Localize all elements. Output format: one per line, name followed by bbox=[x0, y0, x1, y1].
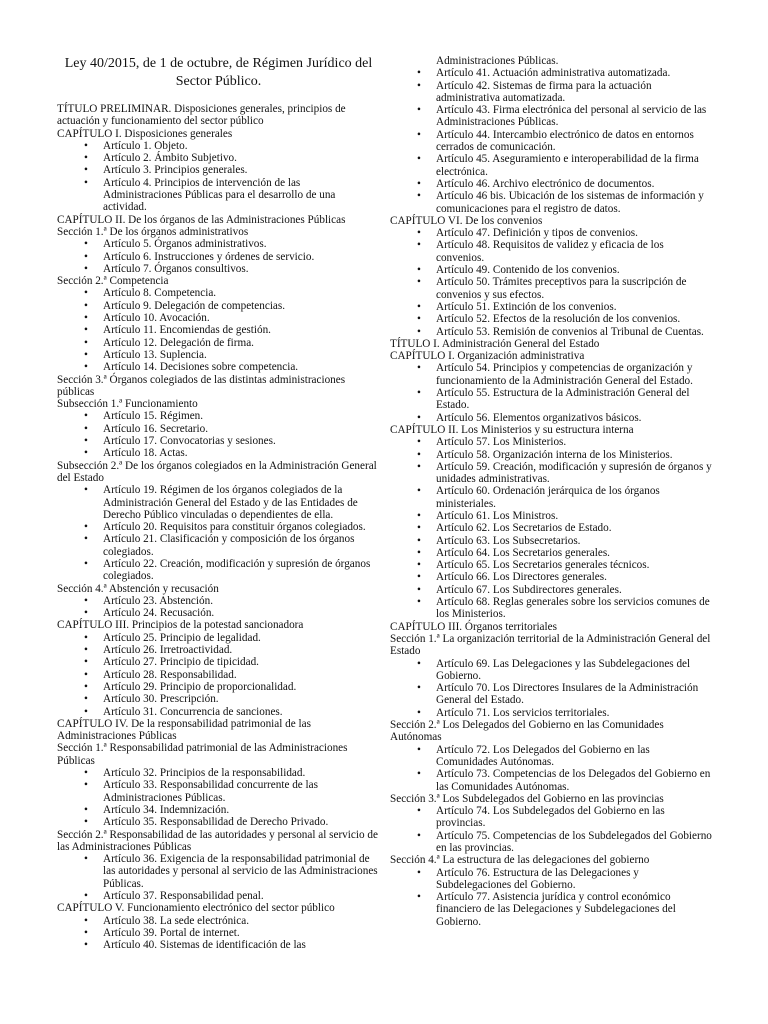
article-item: • Artículo 54. Principios y competencias de organización y funcionamiento de la Administración General del Estado. bbox=[390, 362, 712, 387]
section-heading: CAPÍTULO II. De los órganos de las Administraciones Públicas bbox=[57, 213, 346, 226]
article-item: • Artículo 68. Reglas generales sobre los servicios comunes de los Ministerios. bbox=[390, 596, 712, 621]
left-column-content bbox=[57, 103, 380, 951]
section-heading: TÍTULO PRELIMINAR. Disposiciones generales, principios de actuación y funcionamiento del sector público bbox=[57, 103, 346, 128]
article-item: • Artículo 66. Los Directores generales. bbox=[390, 571, 712, 583]
article-item: • Artículo 18. Actas. bbox=[57, 447, 380, 459]
section-heading: Sección 1.ª De los órganos administrativos bbox=[57, 225, 249, 238]
article-list bbox=[57, 484, 380, 582]
section-heading: Subsección 1.ª Funcionamiento bbox=[57, 398, 198, 411]
article-list bbox=[390, 805, 712, 854]
article-item: • Artículo 36. Exigencia de la responsabilidad patrimonial de las autoridades y personal al servicio de las Administraciones Públicas. bbox=[57, 853, 380, 890]
article-item: • Artículo 76. Estructura de las Delegaciones y Subdelegaciones del Gobierno. bbox=[390, 867, 712, 892]
article-list bbox=[390, 867, 712, 928]
article-item: • Artículo 31. Concurrencia de sanciones. bbox=[57, 706, 380, 718]
article-item: • Artículo 3. Principios generales. bbox=[57, 164, 380, 176]
article-item: • Artículo 48. Requisitos de validez y eficacia de los convenios. bbox=[390, 239, 712, 264]
article-item: • Artículo 16. Secretario. bbox=[57, 423, 380, 435]
article-item: • Artículo 44. Intercambio electrónico de datos en entornos cerrados de comunicación. bbox=[390, 129, 712, 154]
section-heading: Sección 2.ª Responsabilidad de las autoridades y personal al servicio de las Administraciones Públicas bbox=[57, 828, 378, 853]
article-list bbox=[57, 287, 380, 373]
section-heading: CAPÍTULO VI. De los convenios bbox=[390, 214, 543, 227]
article-item: • Artículo 49. Contenido de los convenios. bbox=[390, 264, 712, 276]
article-list bbox=[57, 767, 380, 828]
article-item: • Artículo 10. Avocación. bbox=[57, 312, 380, 324]
section-heading: Sección 4.ª Abstención y recusación bbox=[57, 582, 219, 595]
article-item: • Artículo 9. Delegación de competencias. bbox=[57, 300, 380, 312]
article-item: • Artículo 43. Firma electrónica del personal al servicio de las Administraciones Públicas. bbox=[390, 104, 712, 129]
article-item: • Artículo 71. Los servicios territoriales. bbox=[390, 707, 712, 719]
article-item: • Artículo 55. Estructura de la Administración General del Estado. bbox=[390, 387, 712, 412]
article-item: • Artículo 59. Creación, modificación y supresión de órganos y unidades administrativas. bbox=[390, 461, 712, 486]
article-item: • Artículo 56. Elementos organizativos básicos. bbox=[390, 412, 712, 424]
section-heading: CAPÍTULO III. Órganos territoriales bbox=[390, 620, 557, 633]
article-item: • Artículo 58. Organización interna de los Ministerios. bbox=[390, 449, 712, 461]
article-item: • Artículo 37. Responsabilidad penal. bbox=[57, 890, 380, 902]
article-item: • Artículo 72. Los Delegados del Gobierno en las Comunidades Autónomas. bbox=[390, 744, 712, 769]
article-item: • Artículo 41. Actuación administrativa automatizada. bbox=[390, 67, 712, 79]
article-item: • Artículo 46 bis. Ubicación de los sistemas de información y comunicaciones para el registro de datos. bbox=[390, 190, 712, 215]
left-column bbox=[57, 0, 380, 951]
section-heading: TÍTULO I. Administración General del Estado bbox=[390, 337, 600, 350]
article-item: • Artículo 46. Archivo electrónico de documentos. bbox=[390, 178, 712, 190]
article-item: • Artículo 29. Principio de proporcionalidad. bbox=[57, 681, 380, 693]
section-heading: Sección 4.ª La estructura de las delegaciones del gobierno bbox=[390, 854, 650, 867]
article-item: • Artículo 63. Los Subsecretarios. bbox=[390, 535, 712, 547]
article-item: • Artículo 40. Sistemas de identificación de las bbox=[57, 939, 380, 951]
section-heading: CAPÍTULO I. Organización administrativa bbox=[390, 350, 585, 363]
article-item: • Artículo 64. Los Secretarios generales. bbox=[390, 547, 712, 559]
article-item: • Artículo 6. Instrucciones y órdenes de servicio. bbox=[57, 251, 380, 263]
article-item: • Artículo 47. Definición y tipos de convenios. bbox=[390, 227, 712, 239]
article-item: • Artículo 69. Las Delegaciones y las Subdelegaciones del Gobierno. bbox=[390, 658, 712, 683]
article-item: • Artículo 27. Principio de tipicidad. bbox=[57, 656, 380, 668]
article-list bbox=[390, 744, 712, 793]
right-column-content bbox=[390, 67, 712, 928]
section-heading: Subsección 2.ª De los órganos colegiados en la Administración General del Estado bbox=[57, 459, 377, 484]
article-item: • Artículo 61. Los Ministros. bbox=[390, 510, 712, 522]
article-item: • Artículo 4. Principios de intervención de las Administraciones Públicas para el desarrollo de una actividad. bbox=[57, 177, 380, 214]
section-heading: CAPÍTULO II. Los Ministerios y su estructura interna bbox=[390, 423, 634, 436]
section-heading: Sección 2.ª Competencia bbox=[57, 275, 169, 288]
article-list bbox=[57, 915, 380, 952]
article-list bbox=[57, 140, 380, 214]
article-item: • Artículo 34. Indemnización. bbox=[57, 804, 380, 816]
article-item: • Artículo 7. Órganos consultivos. bbox=[57, 263, 380, 275]
article-item: • Artículo 24. Recusación. bbox=[57, 607, 380, 619]
article-item: • Artículo 25. Principio de legalidad. bbox=[57, 632, 380, 644]
article-item: • Artículo 57. Los Ministerios. bbox=[390, 436, 712, 448]
section-heading: CAPÍTULO V. Funcionamiento electrónico del sector público bbox=[57, 902, 335, 915]
article-item: • Artículo 77. Asistencia jurídica y control económico financiero de las Delegaciones y Subdelegaciones del Gobierno. bbox=[390, 891, 712, 928]
article-list bbox=[390, 67, 712, 215]
section-heading: CAPÍTULO IV. De la responsabilidad patrimonial de las Administraciones Públicas bbox=[57, 717, 311, 743]
article-item: • Artículo 73. Competencias de los Delegados del Gobierno en las Comunidades Autónomas. bbox=[390, 768, 712, 793]
section-heading: CAPÍTULO I. Disposiciones generales bbox=[57, 127, 233, 140]
article-item: • Artículo 11. Encomiendas de gestión. bbox=[57, 324, 380, 336]
section-heading: Sección 2.ª Los Delegados del Gobierno en las Comunidades Autónomas bbox=[390, 719, 664, 744]
article-item: • Artículo 67. Los Subdirectores generales. bbox=[390, 584, 712, 596]
article-item: • Artículo 35. Responsabilidad de Derecho Privado. bbox=[57, 816, 380, 828]
article-item: • Artículo 60. Ordenación jerárquica de los órganos ministeriales. bbox=[390, 485, 712, 510]
section-heading: Sección 1.ª Responsabilidad patrimonial de las Administraciones Públicas bbox=[57, 742, 348, 767]
article-list bbox=[390, 227, 712, 338]
article-item: • Artículo 45. Aseguramiento e interoperabilidad de la firma electrónica. bbox=[390, 153, 712, 178]
article-item: • Artículo 13. Suplencia. bbox=[57, 349, 380, 361]
article-list bbox=[57, 632, 380, 718]
article-item: • Artículo 39. Portal de internet. bbox=[57, 927, 380, 939]
article-item: • Artículo 1. Objeto. bbox=[57, 140, 380, 152]
article-item: • Artículo 14. Decisiones sobre competencia. bbox=[57, 361, 380, 373]
section-heading: CAPÍTULO III. Principios de la potestad sancionadora bbox=[57, 619, 304, 632]
document-title: Ley 40/2015, de 1 de octubre, de Régimen Jurídico del Sector Público. bbox=[64, 56, 373, 89]
article-item: • Artículo 2. Ámbito Subjetivo. bbox=[57, 152, 380, 164]
section-heading: Sección 3.ª Los Subdelegados del Gobierno en las provincias bbox=[390, 792, 664, 805]
article-item: • Artículo 22. Creación, modificación y supresión de órganos colegiados. bbox=[57, 558, 380, 583]
article-item: • Artículo 50. Trámites preceptivos para la suscripción de convenios y sus efectos. bbox=[390, 276, 712, 301]
article-item: • Artículo 65. Los Secretarios generales técnicos. bbox=[390, 559, 712, 571]
article-item: • Artículo 38. La sede electrónica. bbox=[57, 915, 380, 927]
article-item: • Artículo 8. Competencia. bbox=[57, 287, 380, 299]
article-item: • Artículo 23. Abstención. bbox=[57, 595, 380, 607]
article-item: • Artículo 42. Sistemas de firma para la actuación administrativa automatizada. bbox=[390, 80, 712, 105]
section-heading: Sección 1.ª La organización territorial de la Administración General del Estado bbox=[390, 632, 711, 658]
article-item: • Artículo 74. Los Subdelegados del Gobierno en las provincias. bbox=[390, 805, 712, 830]
article-item: • Artículo 32. Principios de la responsabilidad. bbox=[57, 767, 380, 779]
article-item: • Artículo 26. Irretroactividad. bbox=[57, 644, 380, 656]
article-item: • Artículo 28. Responsabilidad. bbox=[57, 669, 380, 681]
article-item: • Artículo 17. Convocatorias y sesiones. bbox=[57, 435, 380, 447]
article-list bbox=[390, 658, 712, 719]
article-item: • Artículo 51. Extinción de los convenios. bbox=[390, 301, 712, 313]
article-item: • Artículo 15. Régimen. bbox=[57, 410, 380, 422]
article-item: • Artículo 53. Remisión de convenios al Tribunal de Cuentas. bbox=[390, 326, 712, 338]
article-list bbox=[57, 238, 380, 275]
section-heading: Sección 3.ª Órganos colegiados de las distintas administraciones públicas bbox=[57, 373, 346, 398]
article-list bbox=[57, 853, 380, 902]
article-item: • Artículo 21. Clasificación y composición de los órganos colegiados. bbox=[57, 533, 380, 558]
continued-list-item: Administraciones Públicas. bbox=[436, 55, 559, 67]
article-list bbox=[390, 436, 712, 620]
article-item: • Artículo 62. Los Secretarios de Estado. bbox=[390, 522, 712, 534]
article-list bbox=[57, 410, 380, 459]
article-item: • Artículo 5. Órganos administrativos. bbox=[57, 238, 380, 250]
article-item: • Artículo 12. Delegación de firma. bbox=[57, 337, 380, 349]
article-list bbox=[390, 362, 712, 423]
article-item: • Artículo 52. Efectos de la resolución de los convenios. bbox=[390, 313, 712, 325]
right-column bbox=[390, 0, 712, 928]
article-list bbox=[57, 595, 380, 620]
article-item: • Artículo 70. Los Directores Insulares de la Administración General del Estado. bbox=[390, 682, 712, 707]
article-item: • Artículo 75. Competencias de los Subdelegados del Gobierno en las provincias. bbox=[390, 830, 712, 855]
article-item: • Artículo 30. Prescripción. bbox=[57, 693, 380, 705]
article-item: • Artículo 19. Régimen de los órganos colegiados de la Administración General del Estado y de las Entidades de Derecho Público vinculadas o dependientes de ella. bbox=[57, 484, 380, 521]
article-item: • Artículo 20. Requisitos para constituir órganos colegiados. bbox=[57, 521, 380, 533]
article-item: • Artículo 33. Responsabilidad concurrente de las Administraciones Públicas. bbox=[57, 779, 380, 804]
